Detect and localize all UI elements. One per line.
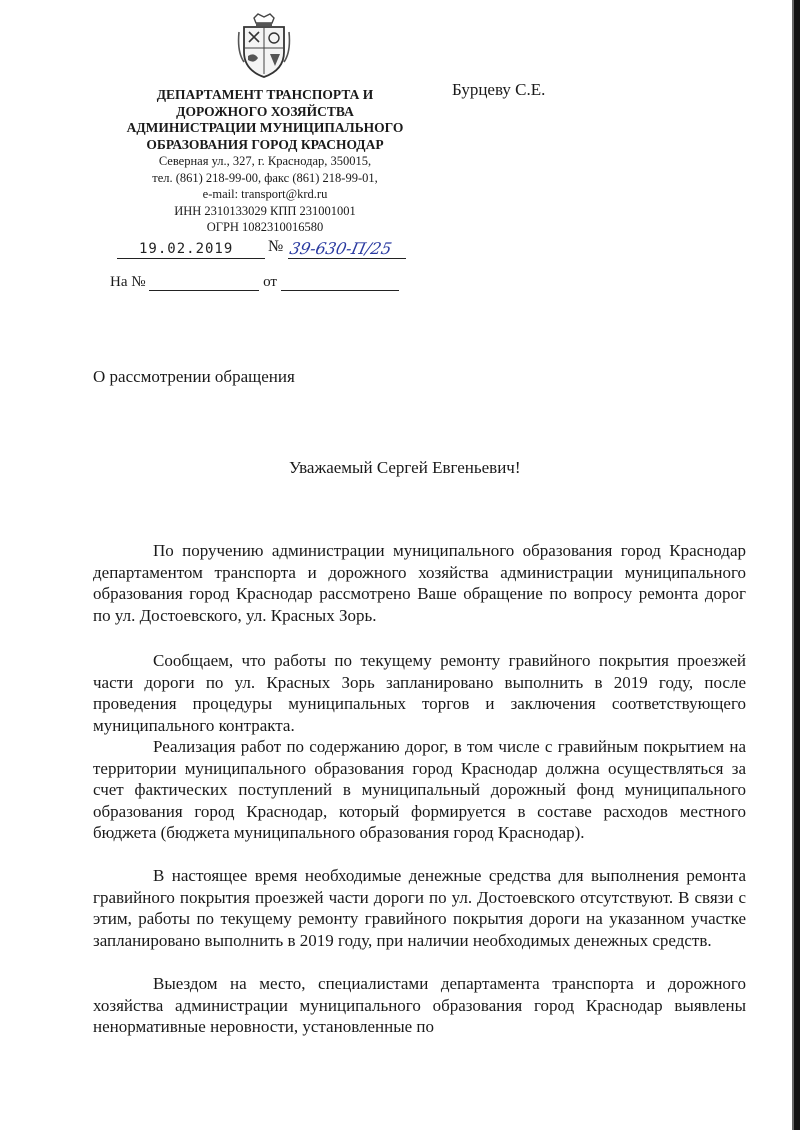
department-name: ДЕПАРТАМЕНТ ТРАНСПОРТА И ДОРОЖНОГО ХОЗЯЙСТВА АДМИНИСТРАЦИИ МУНИЦИПАЛЬНОГО ОБРАЗОВАНИЯ ГОРОД КРАСНОДАР bbox=[126, 87, 404, 152]
reference-number-blank bbox=[149, 276, 259, 291]
inn-line: ИНН 2310133029 КПП 231001001 bbox=[174, 203, 356, 218]
subject-line: О рассмотрении обращения bbox=[93, 367, 295, 386]
department-header bbox=[120, 87, 410, 236]
reference-date-blank bbox=[281, 276, 399, 291]
registration-number-field bbox=[288, 232, 406, 259]
address-line: Северная ул., 327, г. Краснодар, 350015, bbox=[158, 154, 372, 168]
paragraph: По поручению администрации муниципального образования город Краснодар департаментом транспорта и дорожного хозяйства администрации муниципального образования город Краснодар рассмотрено Ваше обращение по вопросу ремонта дорог по ул. Достоевского, ул. Красных Зорь. bbox=[93, 541, 746, 625]
paragraph: Реализация работ по содержанию дорог, в том числе с гравийным покрытием на территории муниципального образования город Краснодар должна осуществляться за счет фактических поступлений в муниципальный дорожный фонд муниципального образования город Краснодар, который формируется в составе расходов местного бюджета (бюджета муниципального образования город Краснодар). bbox=[93, 737, 746, 842]
paragraph: Сообщаем, что работы по текущему ремонту гравийного покрытия проезжей части дороги по ул. Красных Зорь запланировано выполнить в 2019 году, после проведения процедуры муниципальных торгов и заключения соответствующего муниципального контракта. bbox=[93, 651, 746, 735]
phone-line: тел. (861) 218-99-00, факс (861) 218-99-01, bbox=[152, 170, 378, 185]
greeting: Уважаемый Сергей Евгеньевич! bbox=[289, 458, 521, 477]
reference-label: На № bbox=[110, 274, 146, 290]
paragraph: Выездом на место, специалистами департамента транспорта и дорожного хозяйства администрации муниципального образования город Краснодар выявлены ненормативные неровности, установленные по bbox=[93, 974, 746, 1036]
coat-of-arms-icon bbox=[236, 12, 292, 80]
ogrn-line: ОГРН 1082310016580 bbox=[206, 220, 324, 234]
registration-date: 19.02.2019 bbox=[139, 241, 234, 257]
paragraph: В настоящее время необходимые денежные средства для выполнения ремонта гравийного покрытия проезжей части дороги по ул. Достоевского отсутствуют. В связи с этим, работы по текущему ремонту гравийного покрытия дороги на указанном участке запланировано выполнить в 2019 году, при наличии необходимых денежных средств. bbox=[93, 866, 746, 950]
reference-line bbox=[110, 274, 399, 291]
registration-number: 39-630-П/25 bbox=[287, 239, 394, 258]
email-line: e-mail: transport@krd.ru bbox=[202, 187, 328, 201]
recipient: Бурцеву С.Е. bbox=[452, 80, 546, 99]
registration-number-label: № bbox=[268, 238, 284, 255]
registration-date-field bbox=[117, 232, 265, 259]
reference-from-label: от bbox=[263, 274, 277, 290]
scan-edge bbox=[794, 0, 800, 1130]
